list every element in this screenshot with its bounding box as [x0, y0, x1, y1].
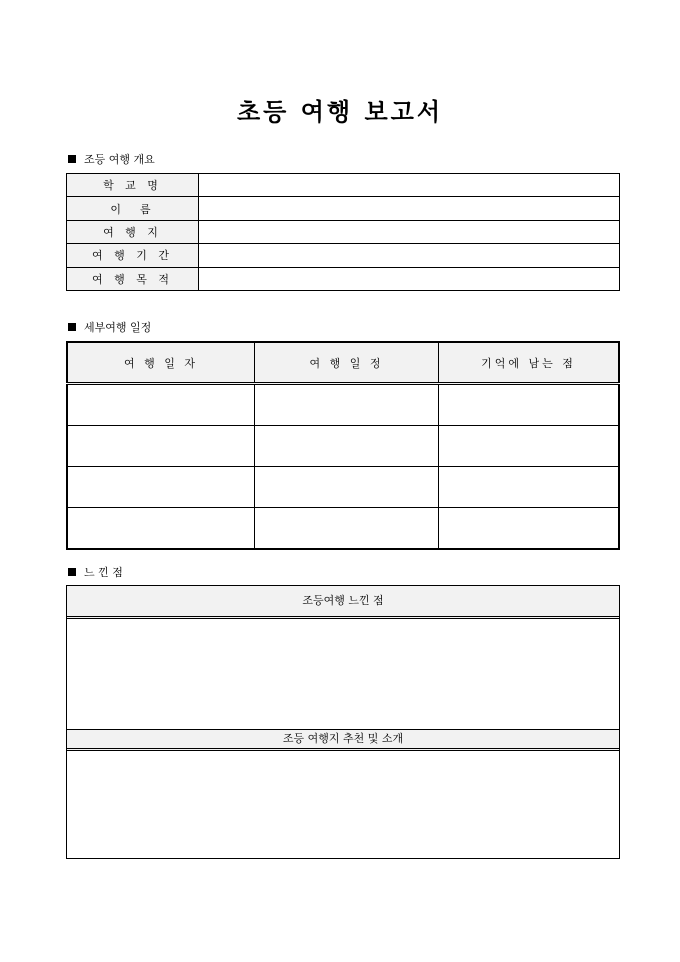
table-cell[interactable]: [439, 508, 620, 550]
school-name-label: 학 교 명: [67, 174, 199, 197]
table-cell[interactable]: [67, 384, 255, 426]
square-bullet-icon: [68, 568, 76, 576]
table-cell[interactable]: [67, 426, 255, 467]
overview-heading-text: 조등 여행 개요: [84, 153, 155, 166]
table-cell[interactable]: [439, 426, 620, 467]
column-header-date: 여 행 일 자: [67, 342, 255, 384]
table-row: [67, 267, 620, 290]
table-row: [67, 197, 620, 220]
table-row: [67, 426, 619, 467]
schedule-table: [66, 341, 620, 550]
trip-period-label: 여 행 기 간: [67, 244, 199, 267]
impressions-heading-text: 느 낀 점: [84, 566, 123, 579]
table-cell[interactable]: [255, 384, 439, 426]
table-cell[interactable]: [439, 384, 620, 426]
overview-table: [66, 173, 620, 291]
table-cell[interactable]: [255, 426, 439, 467]
table-cell[interactable]: [67, 467, 255, 508]
school-name-field[interactable]: [199, 174, 620, 197]
column-header-itinerary: 여 행 일 정: [255, 342, 439, 384]
recommendation-text-area[interactable]: [67, 751, 619, 858]
table-row: [67, 508, 619, 550]
schedule-heading-text: 세부여행 일정: [84, 321, 152, 334]
schedule-section-heading: [68, 319, 151, 335]
column-header-memorable: 기억에 남는 점: [439, 342, 620, 384]
table-row: [67, 220, 620, 243]
destination-label: 여 행 지: [67, 220, 199, 243]
table-cell[interactable]: [439, 467, 620, 508]
impressions-section-heading: [68, 564, 123, 580]
impressions-box: [66, 585, 620, 859]
name-field[interactable]: [199, 197, 620, 220]
name-label: 이 름: [67, 197, 199, 220]
table-row: [67, 384, 619, 426]
table-row: [67, 467, 619, 508]
table-cell[interactable]: [255, 467, 439, 508]
square-bullet-icon: [68, 155, 76, 163]
trip-purpose-label: 여 행 목 적: [67, 267, 199, 290]
square-bullet-icon: [68, 323, 76, 331]
recommendation-box-title: 조등 여행지 추천 및 소개: [67, 730, 619, 751]
table-cell[interactable]: [255, 508, 439, 550]
page-title: 초등 여행 보고서: [237, 98, 443, 126]
overview-section-heading: [68, 151, 155, 167]
table-header-row: [67, 342, 619, 384]
impressions-box-title: 조등여행 느낀 점: [67, 586, 619, 619]
table-row: [67, 174, 620, 197]
table-row: [67, 244, 620, 267]
impressions-text-area[interactable]: [67, 619, 619, 730]
trip-purpose-field[interactable]: [199, 267, 620, 290]
destination-field[interactable]: [199, 220, 620, 243]
trip-period-field[interactable]: [199, 244, 620, 267]
table-cell[interactable]: [67, 508, 255, 550]
